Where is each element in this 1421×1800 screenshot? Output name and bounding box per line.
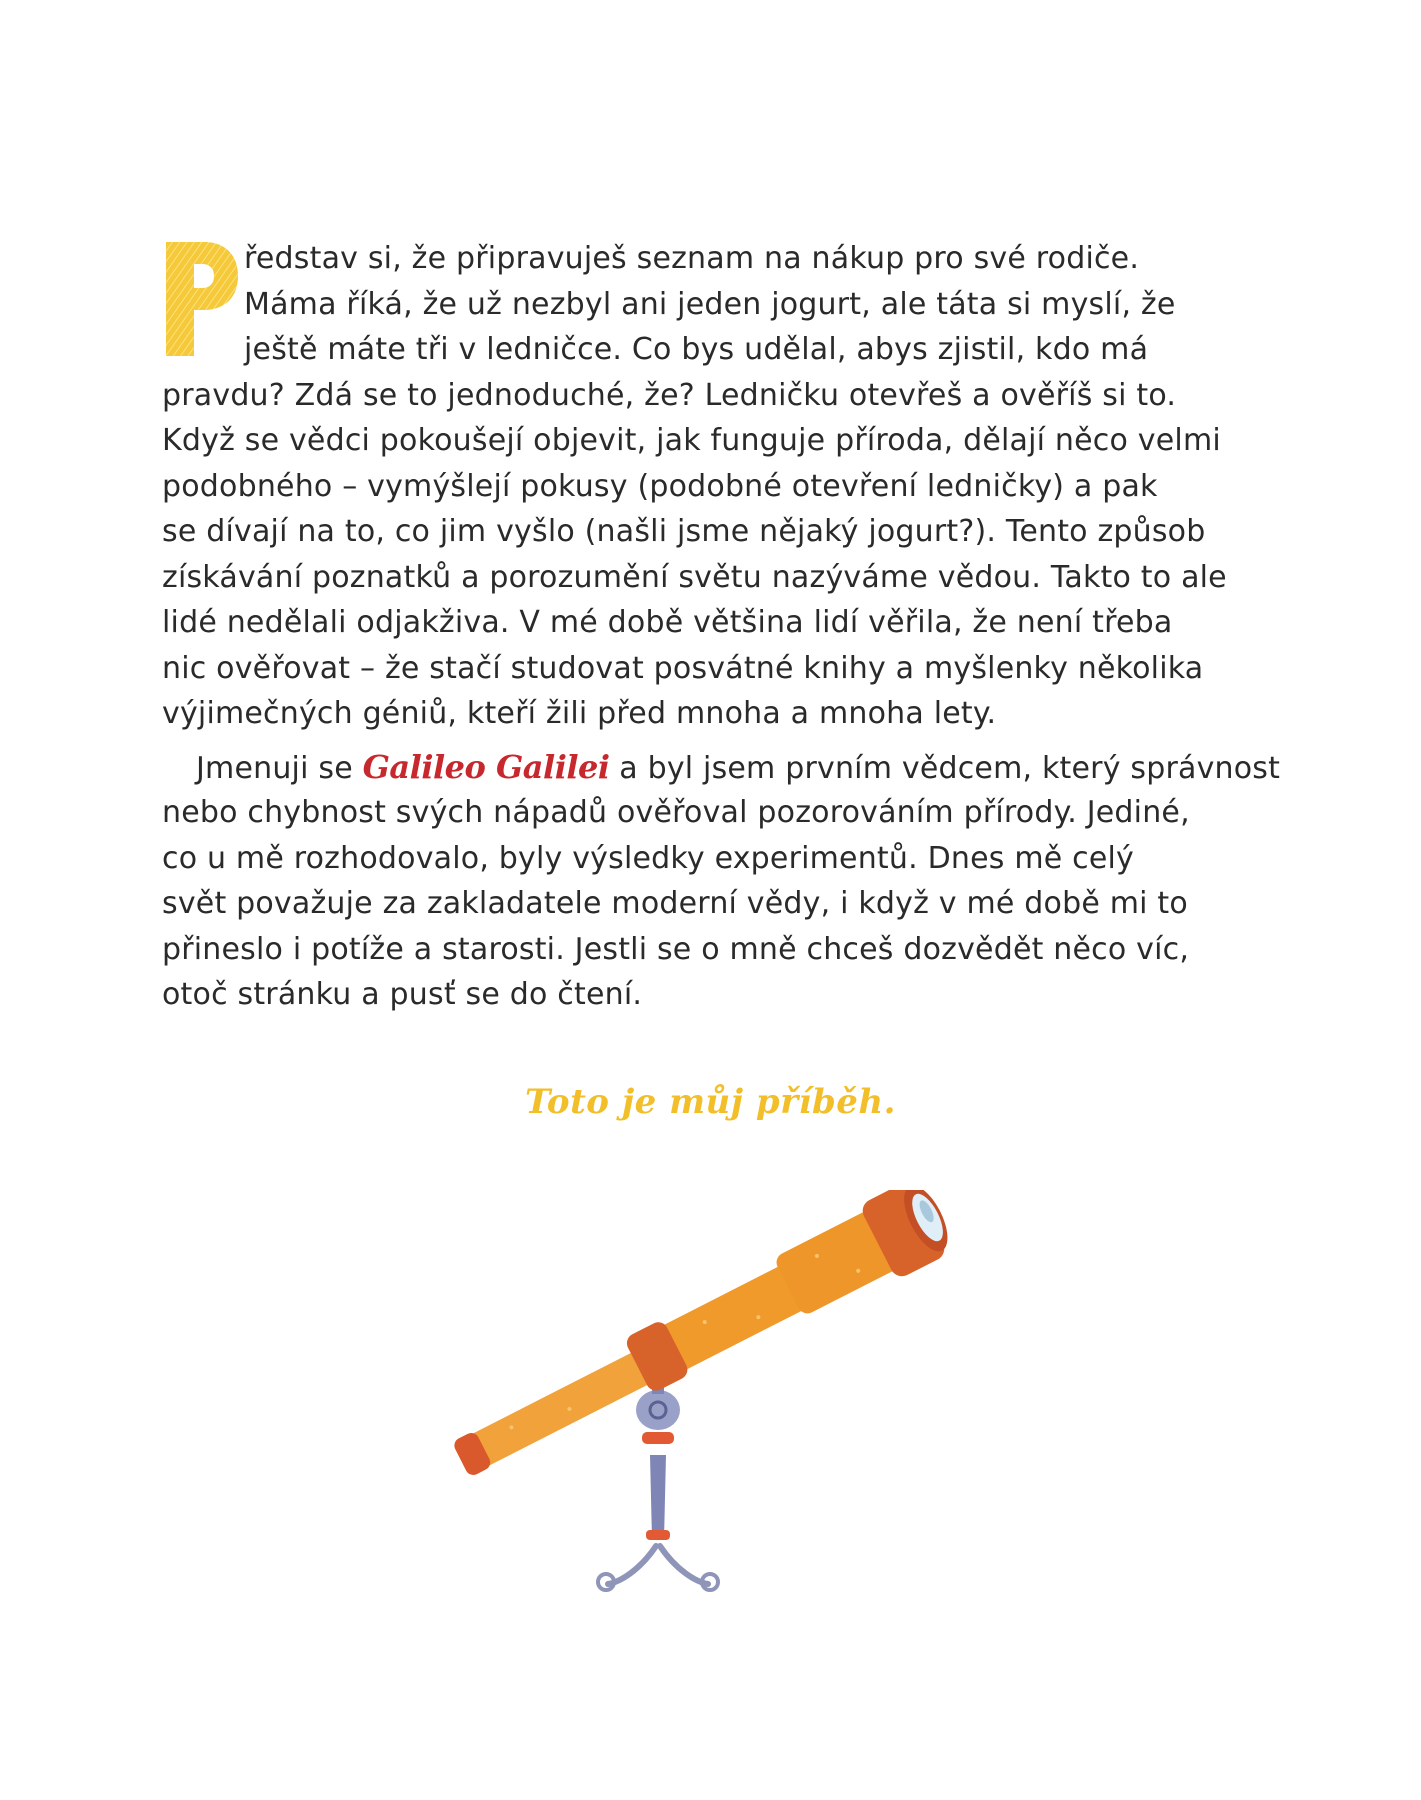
- text-fragment: Jmenuji se: [196, 750, 363, 786]
- text-line: co u mě rozhodovalo, byly výsledky experimentů. Dnes mě celý: [162, 840, 1134, 876]
- text-line: se dívají na to, co jim vyšlo (našli jsme nějaký jogurt?). Tento způsob: [162, 514, 1206, 549]
- text-line: pravdu? Zdá se to jednoduché, že? Ledničku otevřeš a ověříš si to.: [162, 377, 1177, 413]
- text-line: přineslo i potíže a starosti. Jestli se o mně chceš dozvědět něco víc,: [162, 931, 1190, 967]
- text-line: nic ověřovat – že stačí studovat posvátné knihy a myšlenky několika: [162, 650, 1204, 686]
- text-line: výjimečných géniů, kteří žili před mnoha a mnoha lety.: [162, 696, 997, 731]
- intro-text: [162, 236, 1281, 1018]
- text-line: ředstav si, že připravuješ seznam na nákup pro své rodiče.: [244, 241, 1140, 276]
- closing-line: Toto je můj příběh.: [525, 1082, 896, 1122]
- text-line: Máma říká, že už nezbyl ani jeden jogurt, ale táta si myslí, že: [244, 286, 1176, 322]
- text-line: svět považuje za zakladatele moderní vědy, i když v mé době mi to: [162, 886, 1188, 921]
- text-line: získávání poznatků a porozumění světu nazýváme vědou. Takto to ale: [162, 559, 1227, 595]
- paragraph-gap: [162, 737, 1262, 745]
- text-line: Když se vědci pokoušejí objevit, jak funguje příroda, dělají něco velmi: [162, 423, 1221, 458]
- telescope-icon: [430, 1190, 1010, 1630]
- text-line: nebo chybnost svých nápadů ověřoval pozorováním přírody. Jediné,: [162, 795, 1190, 830]
- text-line: otoč stránku a pusť se do čtení.: [162, 977, 643, 1012]
- text-line: [162, 745, 1281, 791]
- text-line: ještě máte tři v ledničce. Co bys udělal, abys zjistil, kdo má: [244, 332, 1149, 367]
- text-line: podobného – vymýšlejí pokusy (podobné otevření ledničky) a pak: [162, 468, 1158, 504]
- text-line: lidé nedělali odjakživa. V mé době většina lidí věřila, že není třeba: [162, 605, 1173, 640]
- hero-name: Galileo Galilei: [362, 747, 610, 786]
- text-fragment: a byl jsem prvním vědcem, který správnost: [609, 750, 1281, 786]
